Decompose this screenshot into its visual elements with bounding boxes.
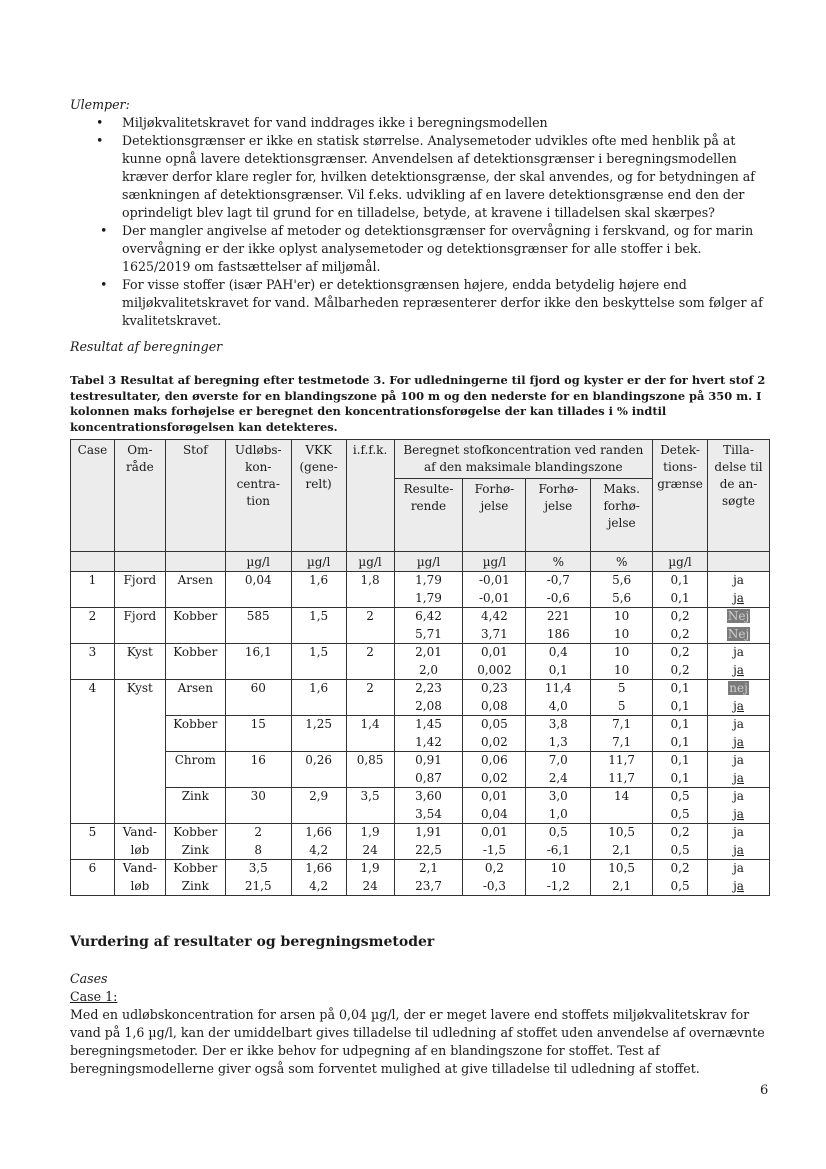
- table-row: [71, 572, 770, 608]
- header-maks: Maks. forhø- jelse: [591, 479, 653, 552]
- cell-udlob: 16,1: [225, 644, 291, 680]
- case1-text: Med en udløbskoncentration for arsen på 0,04 µg/l, der er meget lavere end stoffets miljøkvalitetskrav for vand på 1,6 µg/l, kan der umiddelbart gives tilladelse til udledning af stoffet uden anvendelse af overnævnte beregningsmetoder. Der er ikke behov for udpegning af en blandingszone for stoffet. Test af beregningsmodellerne giver også som forventet mulighed at give tilladelse til udledning af stoffet.: [70, 1007, 765, 1076]
- cell-res: 0,91 0,87: [394, 752, 463, 788]
- cell-omraade: Fjord: [114, 608, 165, 644]
- header-detektion: Detek- tions- grænse: [653, 440, 708, 552]
- header-resulterende: Resulte- rende: [394, 479, 463, 552]
- cell-f2: -0,7 -0,6: [526, 572, 591, 608]
- cell-res: 1,45 1,42: [394, 716, 463, 752]
- cell-res: 1,91 22,5: [394, 824, 463, 860]
- cell-maks: 14: [591, 788, 653, 824]
- cell-vkk: 1,5: [291, 644, 346, 680]
- cell-case: 4: [71, 680, 115, 824]
- cell-udlob: 0,04: [225, 572, 291, 608]
- cell-till: ja ja: [708, 860, 770, 896]
- cell-det: 0,5 0,5: [653, 788, 708, 824]
- cell-f2: 221 186: [526, 608, 591, 644]
- cell-maks: 10 10: [591, 608, 653, 644]
- cell-ifk: 2: [346, 608, 394, 644]
- unit-cell: [71, 552, 115, 572]
- cell-vkk: 1,66 4,2: [291, 824, 346, 860]
- cell-maks: 10 10: [591, 644, 653, 680]
- cell-till: nej ja: [708, 680, 770, 716]
- header-ifk: i.f.f.k.: [346, 440, 394, 552]
- unit-cell: %: [526, 552, 591, 572]
- cell-udlob: 15: [225, 716, 291, 752]
- cell-udlob: 585: [225, 608, 291, 644]
- unit-cell: µg/l: [346, 552, 394, 572]
- table-row: [71, 824, 770, 860]
- cell-stof: Kobber: [165, 716, 225, 752]
- cell-res: 2,01 2,0: [394, 644, 463, 680]
- cell-vkk: 1,66 4,2: [291, 860, 346, 896]
- cell-maks: 7,1 7,1: [591, 716, 653, 752]
- cell-maks: 5 5: [591, 680, 653, 716]
- cell-udlob: 3,5 21,5: [225, 860, 291, 896]
- table-row: [71, 860, 770, 896]
- cell-det: 0,2 0,5: [653, 860, 708, 896]
- cell-f2: 3,0 1,0: [526, 788, 591, 824]
- header-omraade: Om- råde: [114, 440, 165, 552]
- cell-vkk: 0,26: [291, 752, 346, 788]
- cell-stof: Chrom: [165, 752, 225, 788]
- cell-ifk: 3,5: [346, 788, 394, 824]
- cell-det: 0,2 0,5: [653, 824, 708, 860]
- results-table: [70, 439, 770, 896]
- cell-f2: 3,8 1,3: [526, 716, 591, 752]
- cell-stof: Kobber Zink: [165, 824, 225, 860]
- cell-ifk: 1,4: [346, 716, 394, 752]
- unit-cell: µg/l: [291, 552, 346, 572]
- cell-udlob: 60: [225, 680, 291, 716]
- unit-cell: µg/l: [225, 552, 291, 572]
- cell-f1: 0,06 0,02: [463, 752, 526, 788]
- cell-ifk: 2: [346, 644, 394, 680]
- header-group: Beregnet stofkoncentration ved randen af den maksimale blandingszone: [394, 440, 653, 479]
- cell-till: ja ja: [708, 572, 770, 608]
- ulemper-list: [70, 114, 770, 330]
- cell-ifk: 1,9 24: [346, 860, 394, 896]
- cell-f1: 4,42 3,71: [463, 608, 526, 644]
- cell-ifk: 1,9 24: [346, 824, 394, 860]
- cell-f2: 0,5 -6,1: [526, 824, 591, 860]
- cell-res: 3,60 3,54: [394, 788, 463, 824]
- cell-udlob: 16: [225, 752, 291, 788]
- cell-case: 5: [71, 824, 115, 860]
- cell-stof: Kobber: [165, 608, 225, 644]
- table-row: [71, 788, 770, 824]
- cell-maks: 5,6 5,6: [591, 572, 653, 608]
- cell-f1: 0,23 0,08: [463, 680, 526, 716]
- cell-udlob: 30: [225, 788, 291, 824]
- cell-omraade: Kyst: [114, 644, 165, 680]
- cell-maks: 11,7 11,7: [591, 752, 653, 788]
- list-item: • Detektionsgrænser er ikke en statisk størrelse. Analysemetoder udvikles ofte med henblik på at kunne opnå lavere detektionsgrænser. Anvendelsen af detektionsgrænser i beregningsmodellen kræver derfor klare regler for, hvilken detektionsgrænse, der skal anvendes, og for betydningen af sænkningen af detektionsgrænser. Vil f.eks. udvikling af en lavere detektionsgrænse end den der oprindeligt blev lagt til grund for en tilladelse, betyde, at kravene i tilladelsen skal skærpes?: [70, 132, 770, 222]
- table-row: [71, 716, 770, 752]
- cell-stof: Kobber Zink: [165, 860, 225, 896]
- cell-f2: 11,4 4,0: [526, 680, 591, 716]
- header-case: Case: [71, 440, 115, 552]
- cell-till: ja ja: [708, 716, 770, 752]
- case1-label: Case 1:: [70, 989, 118, 1004]
- cases-heading: Cases: [70, 971, 108, 986]
- list-item: • Miljøkvalitetskravet for vand inddrages ikke i beregningsmodellen: [70, 114, 770, 132]
- unit-cell: µg/l: [463, 552, 526, 572]
- cell-det: 0,2 0,2: [653, 644, 708, 680]
- cell-f2: 10 -1,2: [526, 860, 591, 896]
- unit-cell: [165, 552, 225, 572]
- cell-det: 0,1 0,1: [653, 716, 708, 752]
- cell-till: ja ja: [708, 644, 770, 680]
- cell-vkk: 2,9: [291, 788, 346, 824]
- page-number: 6: [760, 1083, 769, 1098]
- table-row: [71, 752, 770, 788]
- vurdering-heading: Vurdering af resultater og beregningsmetoder: [70, 934, 435, 950]
- resultat-heading: Resultat af beregninger: [70, 339, 223, 354]
- cell-vkk: 1,5: [291, 608, 346, 644]
- cell-omraade: Vand- løb: [114, 860, 165, 896]
- unit-cell: %: [591, 552, 653, 572]
- cell-ifk: 1,8: [346, 572, 394, 608]
- list-item: • For visse stoffer (især PAH'er) er detektionsgrænsen højere, endda betydelig højere end miljøkvalitetskravet for vand. Målbarheden repræsenterer derfor ikke den beskyttelse som følger af kvalitetskravet.: [70, 276, 770, 330]
- cell-res: 6,42 5,71: [394, 608, 463, 644]
- table-row: [71, 644, 770, 680]
- cell-res: 2,23 2,08: [394, 680, 463, 716]
- cell-res: 2,1 23,7: [394, 860, 463, 896]
- list-item: • Der mangler angivelse af metoder og detektionsgrænser for overvågning i ferskvand, og for marin overvågning er der ikke oplyst analysemetoder og detektionsgrænser for alle stoffer i bek. 1625/2019 om fastsættelser af miljømål.: [70, 222, 770, 276]
- header-forhojelse1: Forhø- jelse: [463, 479, 526, 552]
- cell-f1: 0,2 -0,3: [463, 860, 526, 896]
- cell-det: 0,1 0,1: [653, 572, 708, 608]
- cell-stof: Arsen: [165, 572, 225, 608]
- cell-stof: Zink: [165, 788, 225, 824]
- cell-till: ja ja: [708, 788, 770, 824]
- header-udlob: Udløbs- kon- centra- tion: [225, 440, 291, 552]
- cell-omraade: Kyst: [114, 680, 165, 824]
- cell-case: 3: [71, 644, 115, 680]
- unit-cell: [114, 552, 165, 572]
- cell-det: 0,1 0,1: [653, 752, 708, 788]
- cell-stof: Kobber: [165, 644, 225, 680]
- cell-det: 0,1 0,1: [653, 680, 708, 716]
- cell-case: 2: [71, 608, 115, 644]
- cell-omraade: Vand- løb: [114, 824, 165, 860]
- cell-f1: 0,01 0,002: [463, 644, 526, 680]
- cell-ifk: 2: [346, 680, 394, 716]
- cell-vkk: 1,6: [291, 572, 346, 608]
- cell-maks: 10,5 2,1: [591, 860, 653, 896]
- cell-udlob: 2 8: [225, 824, 291, 860]
- cell-f1: 0,01 -1,5: [463, 824, 526, 860]
- unit-cell: [708, 552, 770, 572]
- cell-f2: 7,0 2,4: [526, 752, 591, 788]
- cell-case: 6: [71, 860, 115, 896]
- header-forhojelse2: Forhø- jelse: [526, 479, 591, 552]
- cell-till: Nej Nej: [708, 608, 770, 644]
- unit-cell: µg/l: [394, 552, 463, 572]
- cell-omraade: Fjord: [114, 572, 165, 608]
- cell-f1: 0,05 0,02: [463, 716, 526, 752]
- ulemper-heading: Ulemper:: [70, 97, 130, 112]
- table-row: [71, 608, 770, 644]
- cell-till: ja ja: [708, 824, 770, 860]
- cell-f2: 0,4 0,1: [526, 644, 591, 680]
- header-stof: Stof: [165, 440, 225, 552]
- cell-ifk: 0,85: [346, 752, 394, 788]
- unit-cell: µg/l: [653, 552, 708, 572]
- header-vkk: VKK (gene- relt): [291, 440, 346, 552]
- table-caption: Tabel 3 Resultat af beregning efter testmetode 3. For udledningerne til fjord og kyster er der for hvert stof 2 testresultater, den øverste for en blandingszone på 100 m og den nederste for en blandingszone på 350 m. I kolonnen maks forhøjelse er beregnet den koncentrationsforøgelse der kan tillades i % indtil koncentrationsforøgelsen kan detekteres.: [70, 373, 766, 434]
- cell-vkk: 1,6: [291, 680, 346, 716]
- header-tilladelse: Tilla- delse til de an- søgte: [708, 440, 770, 552]
- cell-det: 0,2 0,2: [653, 608, 708, 644]
- cell-maks: 10,5 2,1: [591, 824, 653, 860]
- cell-till: ja ja: [708, 752, 770, 788]
- cell-vkk: 1,25: [291, 716, 346, 752]
- cell-f1: 0,01 0,04: [463, 788, 526, 824]
- cell-case: 1: [71, 572, 115, 608]
- cell-res: 1,79 1,79: [394, 572, 463, 608]
- table-row: [71, 680, 770, 716]
- cell-f1: -0,01 -0,01: [463, 572, 526, 608]
- cell-stof: Arsen: [165, 680, 225, 716]
